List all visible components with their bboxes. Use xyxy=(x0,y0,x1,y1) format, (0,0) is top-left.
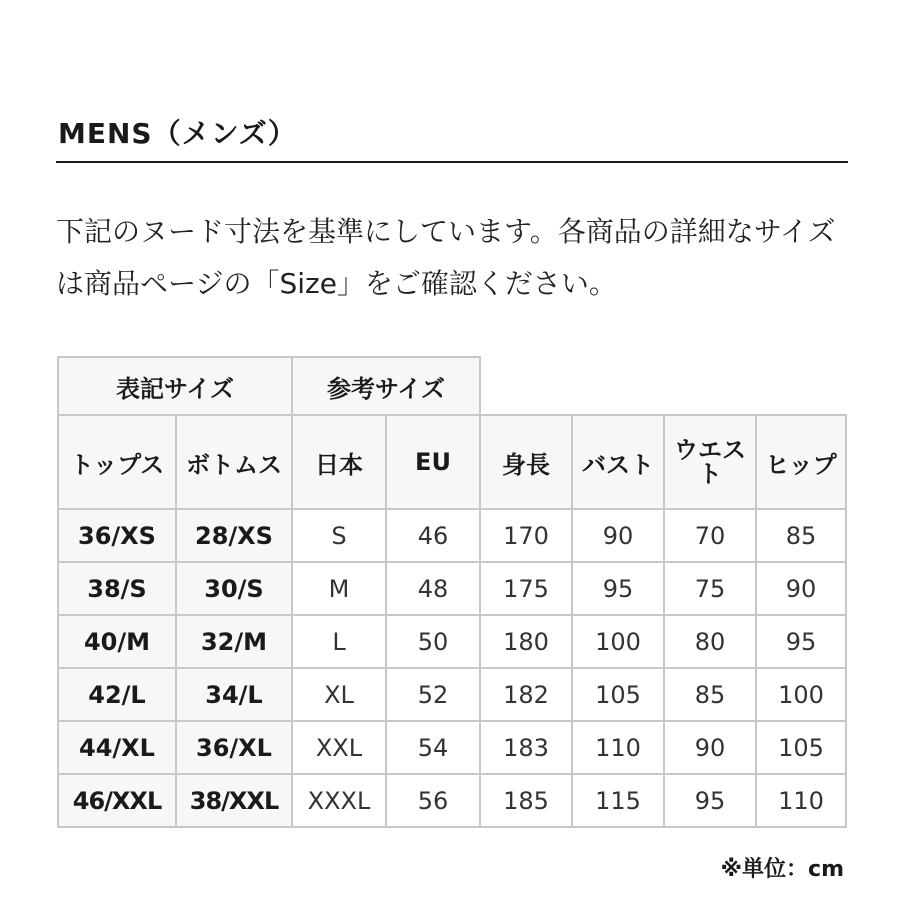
cell-japan: S xyxy=(292,509,386,562)
cell-eu: 46 xyxy=(386,509,480,562)
cell-japan: L xyxy=(292,615,386,668)
table-row xyxy=(58,509,846,562)
table-row xyxy=(58,562,846,615)
cell-eu: 50 xyxy=(386,615,480,668)
group-header-reference-size: 参考サイズ xyxy=(292,357,480,415)
table-row xyxy=(58,721,846,774)
cell-hip: 110 xyxy=(756,774,846,827)
cell-bottoms: 32/M xyxy=(176,615,292,668)
group-header-row xyxy=(58,357,846,415)
cell-japan: XL xyxy=(292,668,386,721)
size-chart-table xyxy=(57,356,847,828)
column-header-waist: ウエスト xyxy=(664,415,756,509)
column-header-eu: EU xyxy=(386,415,480,509)
cell-hip: 100 xyxy=(756,668,846,721)
size-rows xyxy=(58,509,846,827)
cell-height: 185 xyxy=(480,774,572,827)
cell-tops: 38/S xyxy=(58,562,176,615)
cell-height: 182 xyxy=(480,668,572,721)
column-header-bust: バスト xyxy=(572,415,664,509)
heading-divider xyxy=(56,161,848,163)
cell-bust: 110 xyxy=(572,721,664,774)
section-heading: MENS（メンズ） xyxy=(58,117,297,150)
column-header-tops: トップス xyxy=(58,415,176,509)
cell-bottoms: 34/L xyxy=(176,668,292,721)
table-row xyxy=(58,774,846,827)
cell-bottoms: 36/XL xyxy=(176,721,292,774)
cell-bust: 115 xyxy=(572,774,664,827)
cell-bottoms: 28/XS xyxy=(176,509,292,562)
cell-bottoms: 30/S xyxy=(176,562,292,615)
cell-tops: 40/M xyxy=(58,615,176,668)
header-blank-area xyxy=(480,357,846,415)
cell-waist: 80 xyxy=(664,615,756,668)
cell-height: 170 xyxy=(480,509,572,562)
cell-japan: XXXL xyxy=(292,774,386,827)
cell-eu: 48 xyxy=(386,562,480,615)
cell-height: 175 xyxy=(480,562,572,615)
cell-eu: 56 xyxy=(386,774,480,827)
column-header-row xyxy=(58,415,846,509)
cell-eu: 54 xyxy=(386,721,480,774)
cell-bottoms: 38/XXL xyxy=(176,774,292,827)
cell-waist: 70 xyxy=(664,509,756,562)
cell-height: 183 xyxy=(480,721,572,774)
unit-note: ※単位：cm xyxy=(720,857,844,882)
cell-tops: 42/L xyxy=(58,668,176,721)
cell-waist: 85 xyxy=(664,668,756,721)
cell-tops: 46/XXL xyxy=(58,774,176,827)
cell-hip: 85 xyxy=(756,509,846,562)
group-header-label-size: 表記サイズ xyxy=(58,357,292,415)
column-header-height: 身長 xyxy=(480,415,572,509)
cell-hip: 105 xyxy=(756,721,846,774)
cell-bust: 100 xyxy=(572,615,664,668)
column-header-japan: 日本 xyxy=(292,415,386,509)
cell-japan: XXL xyxy=(292,721,386,774)
cell-tops: 44/XL xyxy=(58,721,176,774)
cell-eu: 52 xyxy=(386,668,480,721)
cell-bust: 105 xyxy=(572,668,664,721)
cell-bust: 90 xyxy=(572,509,664,562)
column-header-bottoms: ボトムス xyxy=(176,415,292,509)
cell-waist: 75 xyxy=(664,562,756,615)
table-row xyxy=(58,668,846,721)
cell-waist: 90 xyxy=(664,721,756,774)
cell-bust: 95 xyxy=(572,562,664,615)
cell-japan: M xyxy=(292,562,386,615)
cell-hip: 90 xyxy=(756,562,846,615)
cell-hip: 95 xyxy=(756,615,846,668)
cell-tops: 36/XS xyxy=(58,509,176,562)
size-description: 下記のヌード寸法を基準にしています。各商品の詳細なサイズは商品ページの「Size」をご確認ください。 xyxy=(56,215,836,300)
cell-height: 180 xyxy=(480,615,572,668)
cell-waist: 95 xyxy=(664,774,756,827)
column-header-hip: ヒップ xyxy=(756,415,846,509)
table-row xyxy=(58,615,846,668)
